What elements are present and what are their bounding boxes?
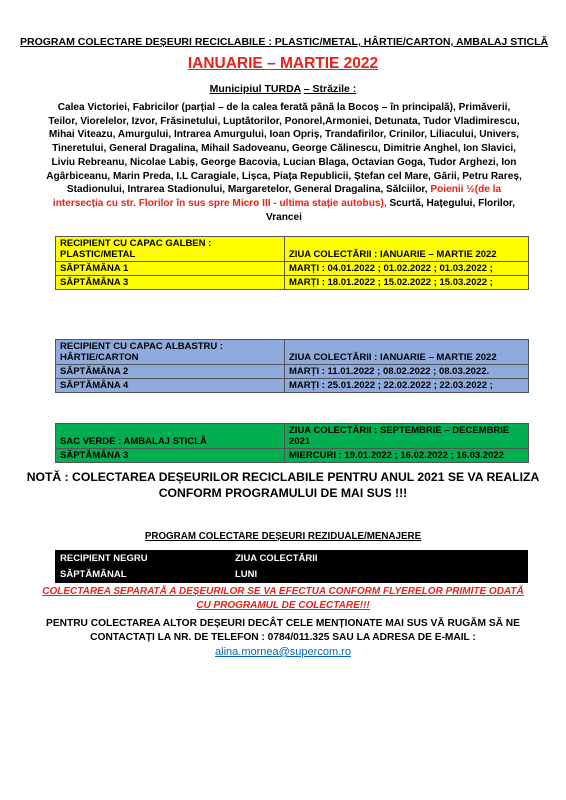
table-row (56, 567, 528, 583)
separate-collection-note: COLECTAREA SEPARATĂ A DEȘEURILOR SE VA EFECTUA CONFORM FLYERELOR PRIMITE ODATĂ CU PROGRAMUL DE COLECTARE!!! (42, 586, 524, 611)
week-cell: SĂPTĂMÂNA 2 (56, 365, 285, 379)
streets-main: Calea Victoriei, Fabricilor (parțial – de la calea ferată până la Bocoș – în principală), Primăverii, Teilor, Viorelelor, Izvor, Frăsinetului, Luptătorilor, Ponorel,Armoniei, Detunata, Tudor Vladimirescu, Mihai Viteazu, Amurgului, Intrarea Amurgului, Ioan Opriș, Trandafirilor, Crinilor, Liliacului, Univers, Tineretului, General Dragalina, Mihail Sadoveanu, George Călinescu, Dimitrie Anghel, Ion Slavici, Liviu Rebreanu, Nicolae Labiș, George Bacovia, Lucian Blaga, Octavian Goga, Tudor Arghezi, Ion Agârbiceanu, Marin Preda, I.L Caragiale, Lișca, Piața Republicii, Ștefan cel Mare, Gării, Petru Rareș, Stadionului, Intrarea Stadionului, Margaretelor, General Dragalina, Sălciilor, (46, 102, 522, 196)
week-cell: SĂPTĂMÂNA 1 (56, 262, 285, 276)
period-heading: IANUARIE – MARTIE 2022 (187, 55, 379, 72)
glass-table (55, 423, 529, 463)
paper-cardboard-table (55, 339, 529, 393)
recycling-note: NOTĂ : COLECTAREA DEȘEURILOR RECICLABILE PENTRU ANUL 2021 SE VA REALIZA CONFORM PROGRAMULUI DE MAI SUS !!! (26, 470, 540, 500)
container-type-cell: RECIPIENT CU CAPAC GALBEN : PLASTIC/METAL (56, 237, 285, 262)
collection-day-header-cell: ZIUA COLECTĂRII : IANUARIE – MARTIE 2022 (285, 237, 529, 262)
collection-day-header-cell: ZIUA COLECTĂRII (231, 551, 528, 567)
contact-block (40, 617, 526, 660)
collection-day-header-cell: ZIUA COLECTĂRII : SEPTEMBRIE – DECEMBRIE 2021 (285, 424, 529, 449)
frequency-cell: SĂPTĂMÂNAL (56, 567, 231, 583)
table-header-row (56, 424, 529, 449)
table-row (56, 551, 528, 567)
table-row (56, 276, 529, 290)
dates-cell: MARȚI : 04.01.2022 ; 01.02.2022 ; 01.03.2022 ; (285, 262, 529, 276)
dates-cell: MIERCURI : 19.01.2022 ; 16.02.2022 ; 16.03.2022 (285, 449, 529, 463)
dates-cell: MARȚI : 18.01.2022 ; 15.02.2022 ; 15.03.2022 ; (285, 276, 529, 290)
plastic-metal-table (55, 236, 529, 290)
collection-day-header-cell: ZIUA COLECTĂRII : IANUARIE – MARTIE 2022 (285, 340, 529, 365)
table-row (56, 365, 529, 379)
dates-cell: MARȚI : 11.01.2022 ; 08.02.2022 ; 08.03.2022. (285, 365, 529, 379)
email-link[interactable]: alina.mornea@supercom.ro (215, 646, 351, 658)
container-type-cell: RECIPIENT NEGRU (56, 551, 231, 567)
table-header-row (56, 237, 529, 262)
streets-tail: Scurtă, Hațegului, Florilor, Vrancei (266, 197, 516, 223)
table-header-row (56, 340, 529, 365)
week-cell: SĂPTĂMÂNA 4 (56, 379, 285, 393)
residual-title: PROGRAM COLECTARE DEȘEURI REZIDUALE/MENAJERE (144, 531, 422, 542)
week-cell: SĂPTĂMÂNA 3 (56, 276, 285, 290)
streets-label: – Străzile : (303, 83, 357, 95)
contact-text: PENTRU COLECTAREA ALTOR DEȘEURI DECÂT CELE MENȚIONATE MAI SUS VĂ RUGĂM SĂ NE CONTACTAȚI LA NR. DE TELEFON : 0784/011.325 SAU LA ADRESA DE E-MAIL : (46, 618, 520, 643)
container-type-cell: RECIPIENT CU CAPAC ALBASTRU : HÂRTIE/CARTON (56, 340, 285, 365)
week-cell: SĂPTĂMÂNA 3 (56, 449, 285, 463)
page-title: PROGRAM COLECTARE DEȘEURI RECICLABILE : PLASTIC/METAL, HÂRTIE/CARTON, AMBALAJ STICLĂ (20, 36, 549, 48)
day-cell: LUNI (231, 567, 528, 583)
table-row (56, 262, 529, 276)
table-row (56, 449, 529, 463)
dates-cell: MARȚI : 25.01.2022 ; 22.02.2022 ; 22.03.2022 ; (285, 379, 529, 393)
streets-red-note: Poienii ½(de la intersecția cu str. Florilor în sus spre Micro III - ultima stație autobus), (52, 184, 502, 209)
streets-list (44, 101, 524, 224)
table-row (56, 379, 529, 393)
container-type-cell: SAC VERDE : AMBALAJ STICLĂ (56, 424, 285, 449)
municipality-label: Municipiul TURDA (209, 83, 301, 95)
residual-table (55, 550, 528, 583)
municipality-heading (20, 83, 546, 95)
